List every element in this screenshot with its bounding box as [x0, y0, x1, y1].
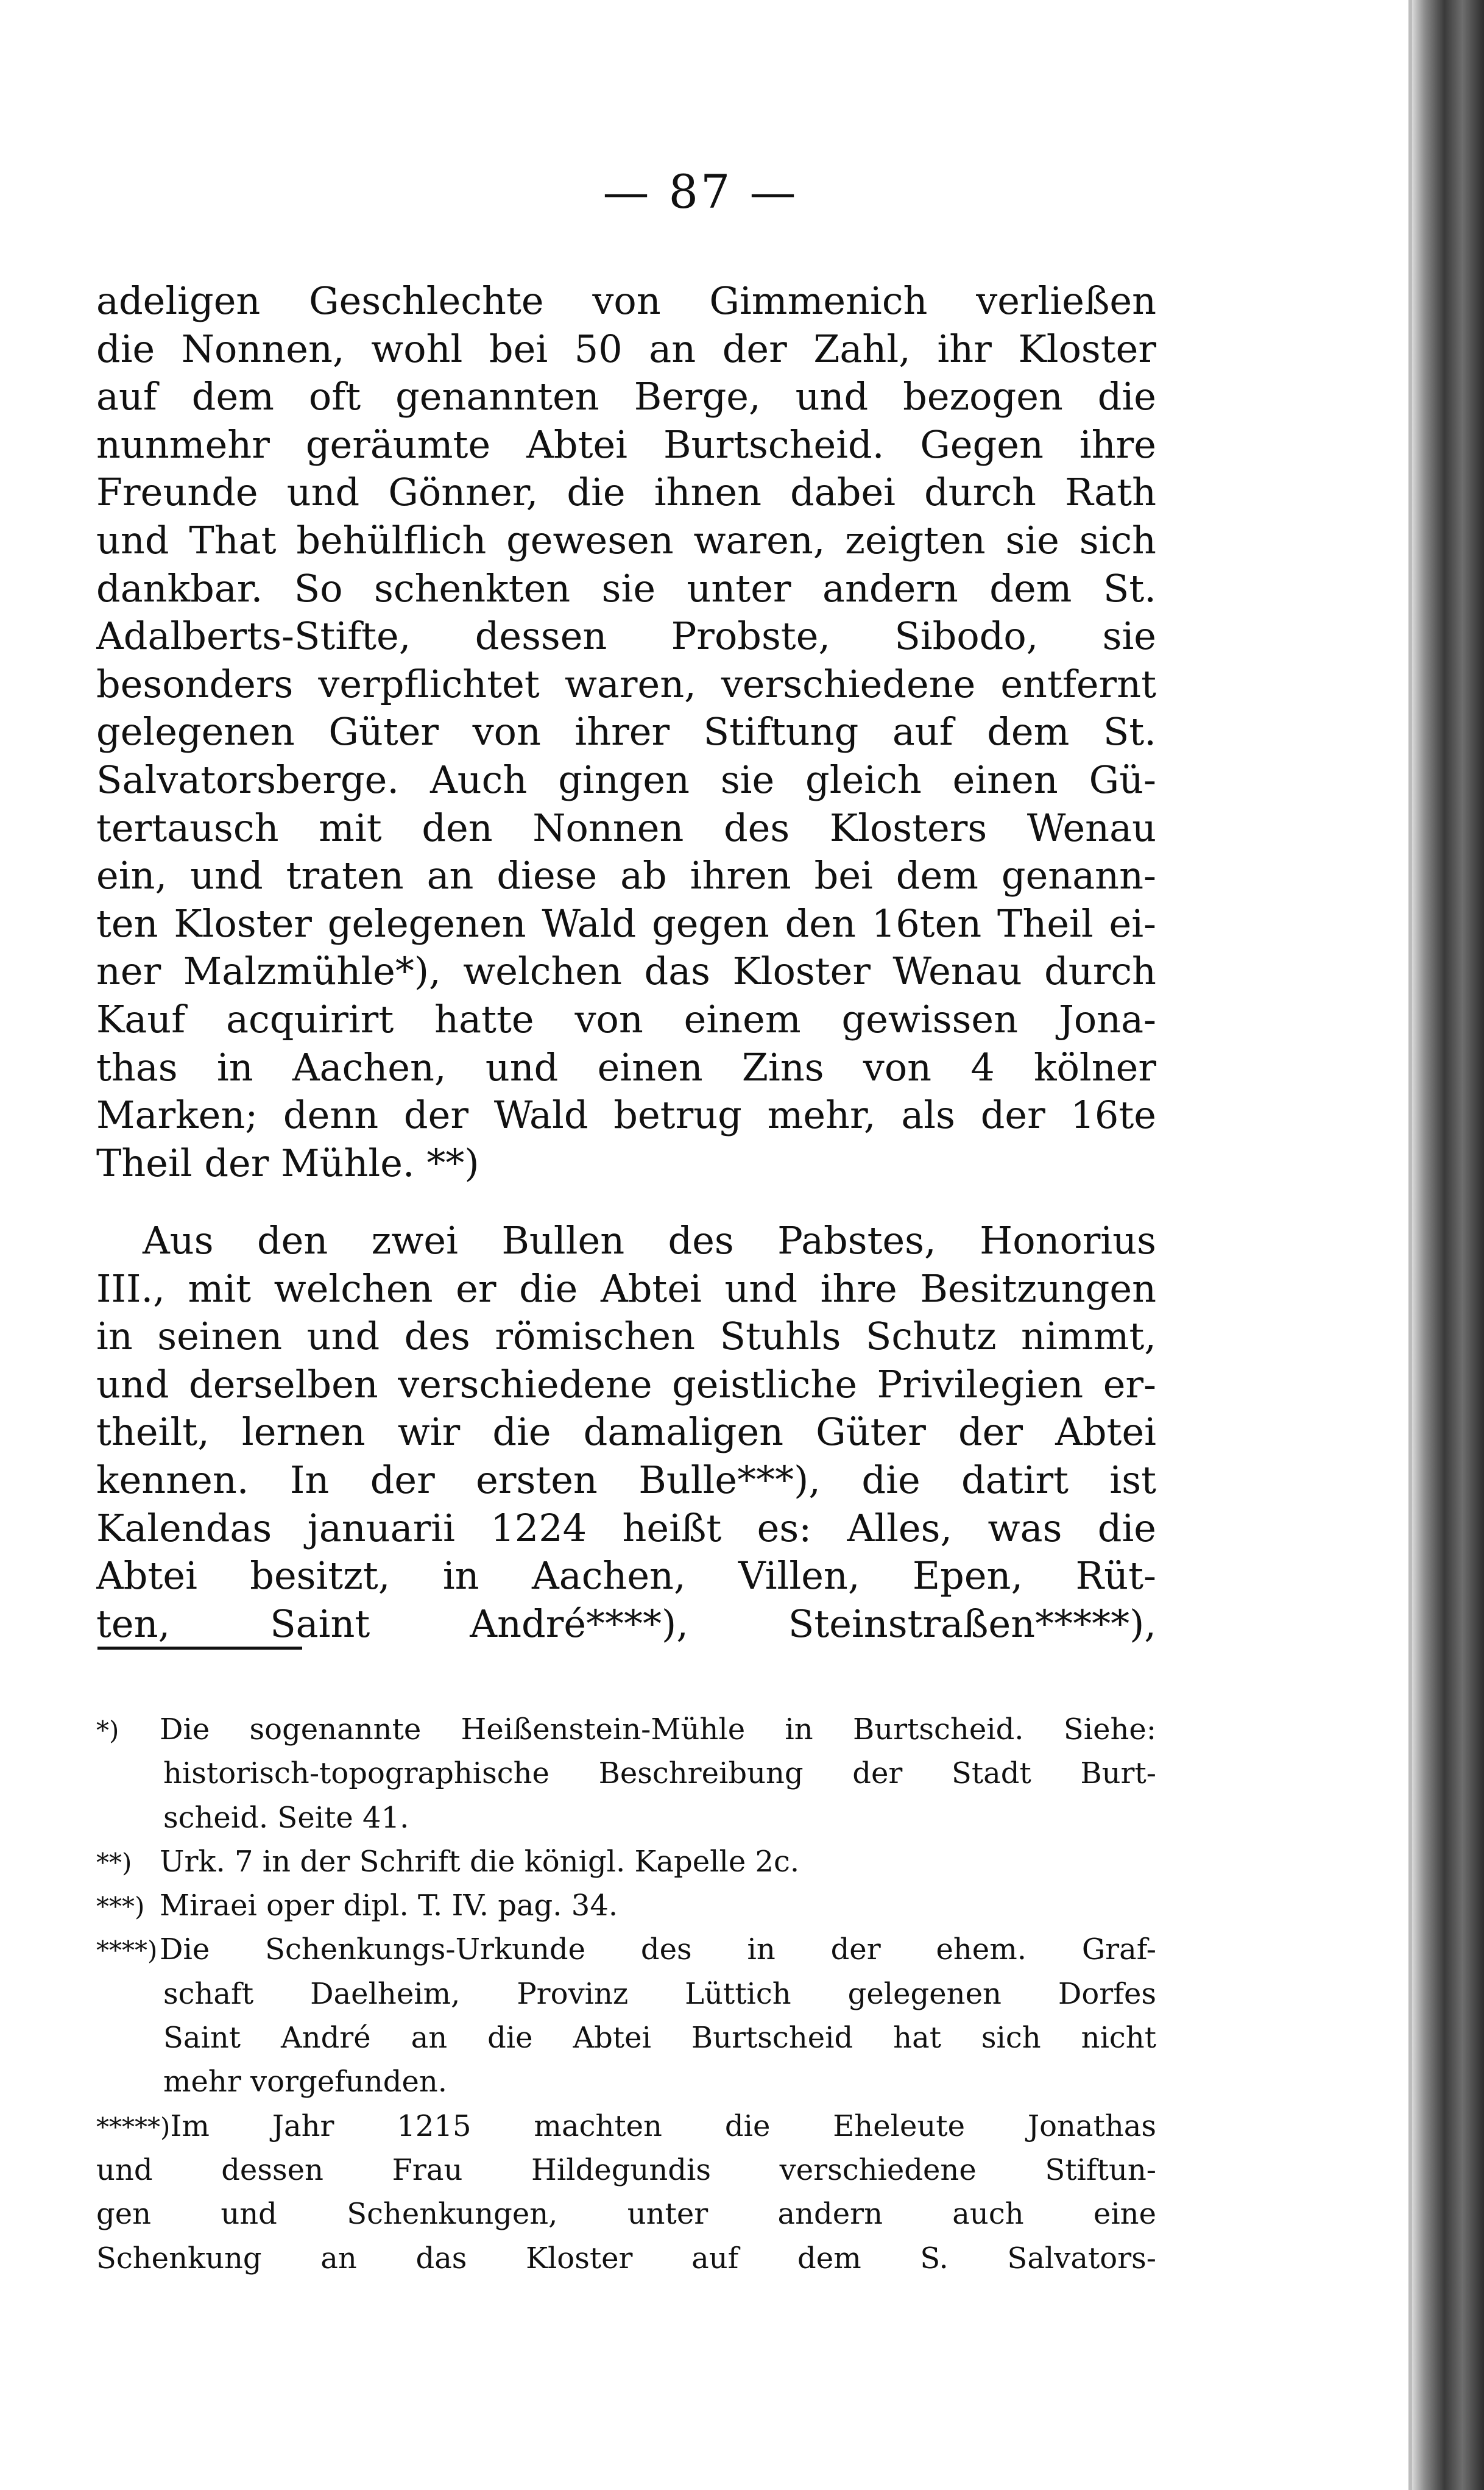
footnote-line: mehr vorgefunden.	[163, 2065, 448, 2099]
text-line: auf dem oft genannten Berge, und bezogen die	[96, 374, 1156, 419]
paragraph-2	[96, 1217, 1156, 1648]
text-line: in seinen und des römischen Stuhls Schutz nimmt,	[96, 1314, 1156, 1359]
footnotes	[96, 1708, 1156, 2280]
footnote-marker: *)	[96, 1715, 119, 1745]
text-line: Kauf acquirirt hatte von einem gewissen Jona-	[96, 996, 1156, 1041]
footnote-text: Urk. 7 in der Schrift die königl. Kapelle 2c.	[160, 1844, 800, 1879]
footnote-line	[96, 1840, 1156, 1884]
text-line: gelegenen Güter von ihrer Stiftung auf dem St.	[96, 709, 1156, 754]
text-line: ten, Saint André****), Steinstraßen*****),	[96, 1601, 1156, 1646]
text-line: Abtei besitzt, in Aachen, Villen, Epen, Rüt-	[96, 1553, 1156, 1598]
book-spine-edge	[1412, 0, 1484, 2490]
footnote-line	[96, 2104, 1156, 2148]
footnote-line: scheid. Seite 41.	[163, 1800, 409, 1835]
text-line: Salvatorsberge. Auch gingen sie gleich einen Gü-	[96, 757, 1156, 802]
text-line: ner Malzmühle*), welchen das Kloster Wenau durch	[96, 949, 1156, 994]
footnote-text: Im Jahr 1215 machten die Eheleute Jonathas	[170, 2109, 1156, 2143]
footnote-line: und dessen Frau Hildegundis verschiedene Stiftun-	[96, 2152, 1156, 2187]
footnote-line	[96, 1708, 1156, 1751]
footnote-line	[96, 1928, 1156, 1971]
text-line: Aus den zwei Bullen des Pabstes, Honorius	[143, 1218, 1156, 1263]
footnote-marker: *****)	[96, 2112, 171, 2142]
footnote-line: Saint André an die Abtei Burtscheid hat sich nicht	[163, 2021, 1156, 2055]
text-line: Marken; denn der Wald betrug mehr, als der 16te	[96, 1093, 1156, 1138]
footnote-marker: ***)	[96, 1892, 145, 1922]
footnote-text: Miraei oper dipl. T. IV. pag. 34.	[160, 1889, 618, 1923]
text-line: Adalberts-Stifte, dessen Probste, Sibodo, sie	[96, 614, 1156, 659]
text-line: theilt, lernen wir die damaligen Güter der Abtei	[96, 1410, 1156, 1455]
footnote-line	[96, 1884, 1156, 1928]
text-line: und That behülflich gewesen waren, zeigten sie sich	[96, 517, 1156, 562]
text-line: ten Kloster gelegenen Wald gegen den 16ten Theil ei-	[96, 901, 1156, 946]
text-line: III., mit welchen er die Abtei und ihre Besitzungen	[96, 1266, 1156, 1311]
text-line: Theil der Mühle. **)	[96, 1140, 479, 1185]
footnote-line: historisch-topographische Beschreibung der Stadt Burt-	[163, 1756, 1156, 1791]
text-line: Kalendas januarii 1224 heißt es: Alles, was die	[96, 1505, 1156, 1550]
footnote-divider	[97, 1647, 302, 1650]
text-line: tertausch mit den Nonnen des Klosters Wenau	[96, 805, 1156, 850]
footnote-text: Die Schenkungs-Urkunde des in der ehem. Graf-	[160, 1932, 1156, 1967]
paragraph-1	[96, 277, 1156, 1187]
text-line: thas in Aachen, und einen Zins von 4 kölner	[96, 1045, 1156, 1090]
text-line: dankbar. So schenkten sie unter andern dem St.	[96, 566, 1156, 611]
text-line: adeligen Geschlechte von Gimmenich verließen	[96, 278, 1156, 323]
footnote-line: schaft Daelheim, Provinz Lüttich gelegenen Dorfes	[163, 1976, 1156, 2011]
text-line: die Nonnen, wohl bei 50 an der Zahl, ihr Kloster	[96, 326, 1156, 371]
text-line: ein, und traten an diese ab ihren bei dem genann-	[96, 853, 1156, 898]
footnote-text: Die sogenannte Heißenstein-Mühle in Burtscheid. Siehe:	[160, 1712, 1156, 1747]
text-line: und derselben verschiedene geistliche Privilegien er-	[96, 1361, 1156, 1406]
footnote-marker: **)	[96, 1847, 132, 1878]
text-line: nunmehr geräumte Abtei Burtscheid. Gegen ihre	[96, 422, 1156, 467]
page-number: — 87 —	[602, 165, 799, 219]
footnote-line: Schenkung an das Kloster auf dem S. Salvators-	[96, 2241, 1156, 2275]
footnote-line: gen und Schenkungen, unter andern auch eine	[96, 2197, 1156, 2232]
footnote-marker: ****)	[96, 1935, 158, 1966]
text-line: Freunde und Gönner, die ihnen dabei durch Rath	[96, 470, 1156, 515]
text-line: kennen. In der ersten Bulle***), die datirt ist	[96, 1457, 1156, 1502]
text-line: besonders verpflichtet waren, verschiedene entfernt	[96, 661, 1156, 706]
